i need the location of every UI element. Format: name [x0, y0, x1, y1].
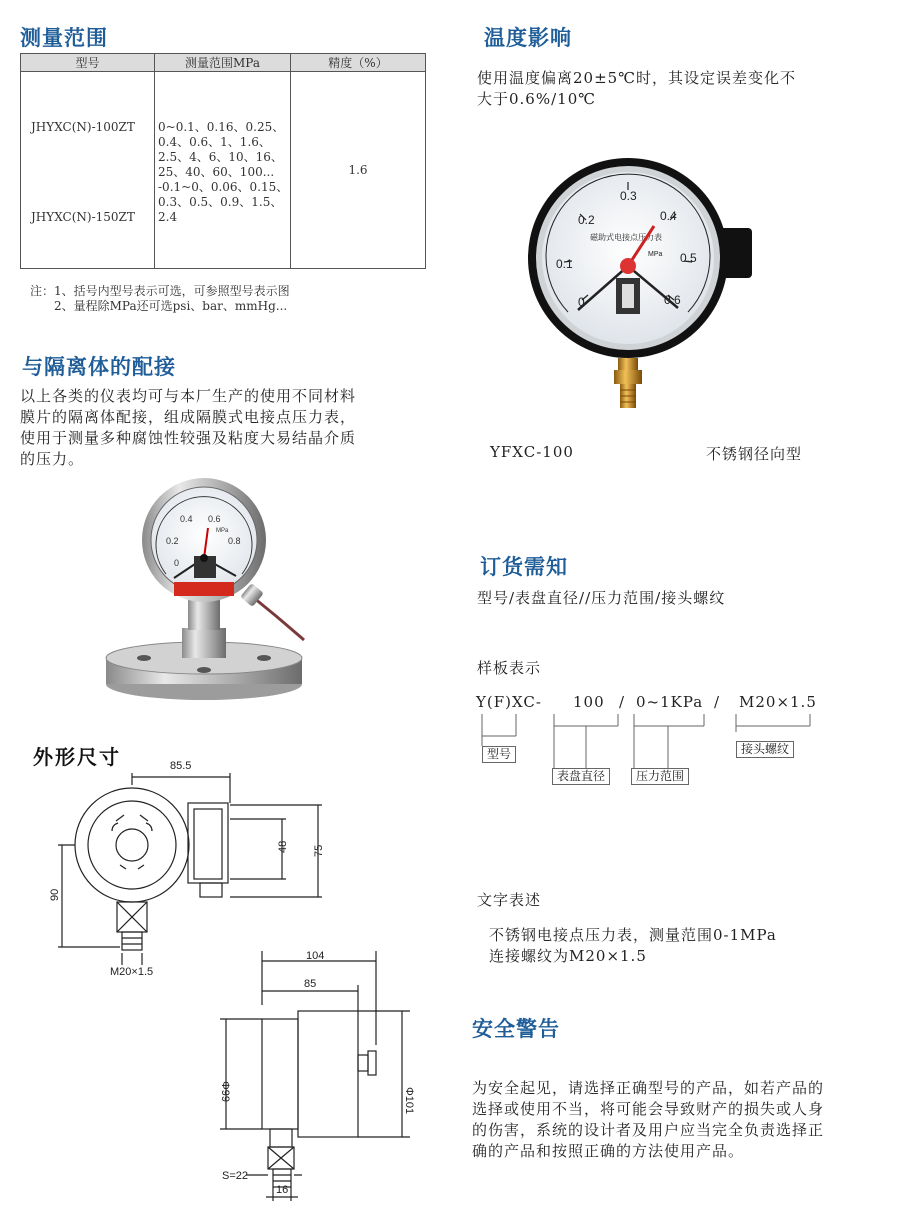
radial-gauge-photo [528, 158, 760, 412]
range-line: 0.4、0.6、1、1.6、 [158, 135, 271, 149]
radial-scale-label: 0.4 [660, 209, 677, 223]
sample-thread: M20×1.5 [739, 693, 817, 711]
dim-104: 104 [306, 950, 325, 962]
radial-scale-label: 0.5 [680, 251, 697, 265]
diaphragm-scale-label: 0.8 [228, 536, 241, 546]
col-header-range: 测量范围MPa [155, 54, 291, 72]
dim-s22: S=22 [222, 1170, 248, 1182]
text-line: 使用温度偏离20±5℃时，其设定误差变化不 [477, 69, 796, 87]
dim-75: 75 [313, 844, 325, 857]
dim-85-5: 85.5 [170, 760, 192, 772]
range-line: 0.3、0.5、0.9、1.5、 [158, 195, 283, 209]
desc-label: 文字表述 [477, 891, 542, 909]
model-cell [21, 72, 155, 269]
text-line: 的伤害，系统的设计者及用户应当完全负责选择正 [472, 1121, 825, 1139]
diaphragm-scale-label: 0.2 [166, 536, 179, 546]
sample-slash-1: / [619, 693, 625, 711]
model-100: JHYXC(N)-100ZT [31, 120, 135, 134]
note-2: 2、量程除MPa还可选psi、bar、mmHg... [54, 299, 288, 313]
diaphragm-scale-label: 0.4 [180, 514, 193, 524]
note-1: 注：1、括号内型号表示可选，可参照型号表示图 [30, 284, 290, 298]
text-line: 膜片的隔离体配接，组成隔膜式电接点压力表， [20, 408, 357, 426]
col-header-accuracy: 精度（%） [291, 54, 426, 72]
text-line: 的压力。 [20, 450, 85, 468]
box-thread: 接头螺纹 [736, 741, 794, 758]
radial-scale-label: 0.6 [664, 293, 681, 307]
box-diameter: 表盘直径 [552, 768, 610, 785]
range-line: 0~0.1、0.16、0.25、 [158, 120, 285, 134]
sample-prefix: Y(F)XC- [476, 693, 542, 711]
safety-text [472, 1078, 897, 1162]
gauge-caption-model: YFXC-100 [490, 443, 574, 461]
table-header-row [21, 54, 426, 72]
table-row [21, 72, 426, 269]
dim-thread: M20×1.5 [110, 966, 154, 978]
dim-48: 48 [277, 840, 289, 853]
safety-title: 安全警告 [472, 1017, 560, 1041]
dim-16: 16 [276, 1184, 289, 1196]
temperature-text [477, 68, 887, 110]
range-cell [155, 72, 291, 269]
isolator-title: 与隔离体的配接 [22, 355, 176, 379]
model-150: JHYXC(N)-150ZT [31, 210, 135, 224]
text-line: 不锈钢电接点压力表，测量范围0-1MPa [489, 926, 777, 944]
outline-title: 外形尺寸 [33, 745, 121, 769]
text-line: 以上各类的仪表均可与本厂生产的使用不同材料 [20, 387, 357, 405]
gauge-unit: MPa [648, 251, 663, 258]
dim-phi101: Φ101 [403, 1087, 415, 1115]
dim-phi99: Φ99 [219, 1081, 231, 1103]
box-range: 压力范围 [631, 768, 689, 785]
spec-table [20, 53, 426, 269]
text-line: 大于0.6%/10℃ [477, 90, 597, 108]
text-line: 为安全起见，请选择正确型号的产品，如若产品的 [472, 1079, 825, 1097]
sample-range: 0~1KPa [636, 693, 704, 711]
col-header-model: 型号 [21, 54, 155, 72]
diaphragm-scale-label: 0.6 [208, 514, 221, 524]
accuracy-cell: 1.6 [291, 72, 426, 269]
gauge-face-text: 磁助式电接点压力表 [590, 233, 662, 242]
sample-diameter: 100 [573, 693, 605, 711]
ordering-line: 型号/表盘直径//压力范围/接头螺纹 [477, 589, 726, 607]
sample-label: 样板表示 [477, 659, 542, 677]
radial-scale-label: 0.1 [556, 257, 573, 271]
radial-scale-label: 0 [578, 295, 585, 309]
sample-slash-2: / [714, 693, 720, 711]
diaphragm-unit: MPa [216, 528, 229, 534]
text-line: 确的产品和按照正确的方法使用产品。 [472, 1142, 745, 1160]
dim-90: 90 [49, 888, 61, 901]
box-model: 型号 [482, 746, 516, 763]
diaphragm-gauge-photo [104, 478, 314, 704]
range-line: 25、40、60、100... [158, 165, 275, 179]
temperature-title: 温度影响 [484, 26, 572, 50]
range-line: -0.1~0、0.06、0.15、 [158, 180, 289, 194]
dimension-drawing [40, 755, 430, 1207]
diaphragm-scale-label: 0 [174, 558, 180, 568]
desc-text [489, 925, 777, 967]
isolator-text [20, 386, 440, 470]
ordering-title: 订货需知 [480, 555, 568, 579]
range-line: 2.5、4、6、10、16、 [158, 150, 283, 164]
measure-range-title: 测量范围 [20, 26, 108, 50]
gauge-caption-type: 不锈钢径向型 [706, 445, 803, 463]
text-line: 使用于测量多种腐蚀性较强及粘度大易结晶介质 [20, 429, 357, 447]
range-line: 2.4 [158, 210, 178, 224]
radial-scale-label: 0.3 [620, 189, 637, 203]
dim-85: 85 [304, 978, 317, 990]
text-line: 选择或使用不当，将可能会导致财产的损失或人身 [472, 1100, 825, 1118]
radial-scale-label: 0.2 [578, 213, 595, 227]
text-line: 连接螺纹为M20×1.5 [489, 947, 647, 965]
